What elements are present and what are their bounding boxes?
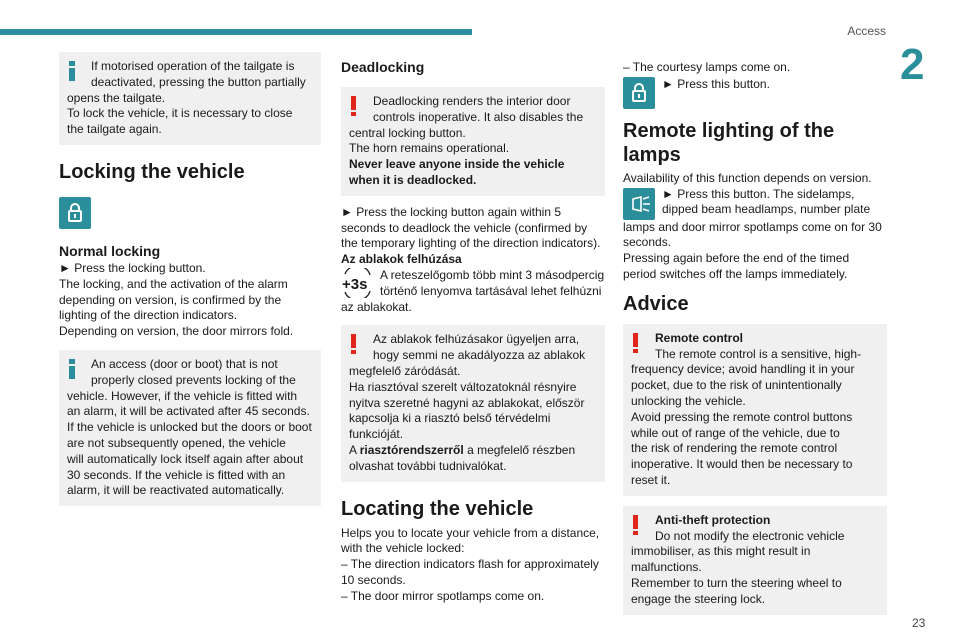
column-1 [59,52,321,506]
section-name: Access [847,24,886,38]
heading-advice: Advice [623,292,689,315]
warning-icon [351,334,356,354]
page-number: 23 [912,616,926,630]
heading-locating-vehicle: Locating the vehicle [341,497,534,520]
header-accent-bar [0,29,472,35]
warning-box-anti-theft: Anti-theft protection Do not modify the electronic vehicle immobiliser, as this might result in malfunctions. Remember to turn the steering wheel to engage the steering lock. [623,506,887,615]
info-box-tailgate: If motorised operation of the tailgate is deactivated, pressing the button partially opens the tailgate. To lock the vehicle, it is necessary to close the tailgate again. [59,52,321,145]
plus-3-seconds-icon [341,268,374,298]
info-icon [69,359,75,379]
heading-remote-lighting: Remote lighting of the lamps [623,119,835,166]
column-3 [623,60,887,615]
info-icon [69,61,75,81]
windows-instructions: +3s A reteszelőgomb több mint 3 másodpercig történő lenyomva tartásával lehet felhúzni az ablakokat. [341,268,605,315]
warning-box-remote-control: Remote control The remote control is a sensitive, high- frequency device; avoid handling it in your pocket, due to the risk of unintentionally unlocking the vehicle. Avoid pressing the remote control buttons while out of range of the vehicle, due to the risk of rendering the remote control inoperative. It would then be necessary to reset it. [623,324,887,496]
lock-button-icon [623,77,655,109]
heading-normal-locking: Normal locking [59,242,161,259]
normal-locking-text: ► Press the locking button. The locking, and the activation of the alarm depending on version, is confirmed by the lighting of the direction indicators. Depending on version, the door mirrors fold. [59,260,294,339]
remote-lighting-text: Availability of this function depends on version. ► Press this button. The sidelamps, dipped beam headlamps, number plate lamps and door mirror spotlamps come on for 30 seconds. Pressing again before the end of the timed period switches off the lamps immediately. [623,170,882,281]
warning-icon [633,515,638,535]
warning-icon [351,96,356,116]
warning-box-deadlock: Deadlocking renders the interior door controls inoperative. It also disables the central locking button. The horn remains operational. Never leave anyone inside the vehicle when it is deadlocked. [341,87,605,196]
svg-text:+3s: +3s [342,275,368,293]
heading-deadlocking: Deadlocking [341,59,425,75]
courtesy-lamps-text: – The courtesy lamps come on. [623,60,791,74]
locating-text: Helps you to locate your vehicle from a distance, with the vehicle locked: – The direction indicators flash for approximately 10 seconds. – The door mirror spotlamps come on. [341,525,600,603]
info-box-access: An access (door or boot) that is not properly closed prevents locking of the vehicle. However, if the vehicle is fitted with an alarm, it will be activated after 45 seconds. If the vehicle is unlocked but the doors or boot are not subsequently opened, the vehicle will automatically lock itself again after about 30 seconds. If the vehicle is fitted with an alarm, it will be reactivated automatically. [59,350,321,506]
press-button-row: ► Press this button. [623,77,887,109]
lock-button-icon [59,197,91,229]
lamps-button-icon [623,188,655,220]
heading-windows: Az ablakok felhúzása [341,252,462,267]
deadlock-instructions: ► Press the locking button again within 5 seconds to deadlock the vehicle (confirmed by the temporary lighting of the direction indicators). Az ablakok felhúzása [341,205,605,268]
heading-locking-vehicle: Locking the vehicle [59,160,245,183]
warning-icon [633,333,638,353]
chapter-number: 2 [900,40,925,89]
column-2 [341,58,605,605]
warning-box-windows: Az ablakok felhúzásakor ügyeljen arra, hogy semmi ne akadályozza az ablakok megfelelő záródását. Ha riasztóval szerelt változatoknál résnyire nyitva szeretné hagyni az ablakokat, először kapcsolja ki a riasztó belső térvédelmi funkcióját. A riasztórendszerről a megfelelő részben olvashat további tudnivalókat. [341,325,605,481]
